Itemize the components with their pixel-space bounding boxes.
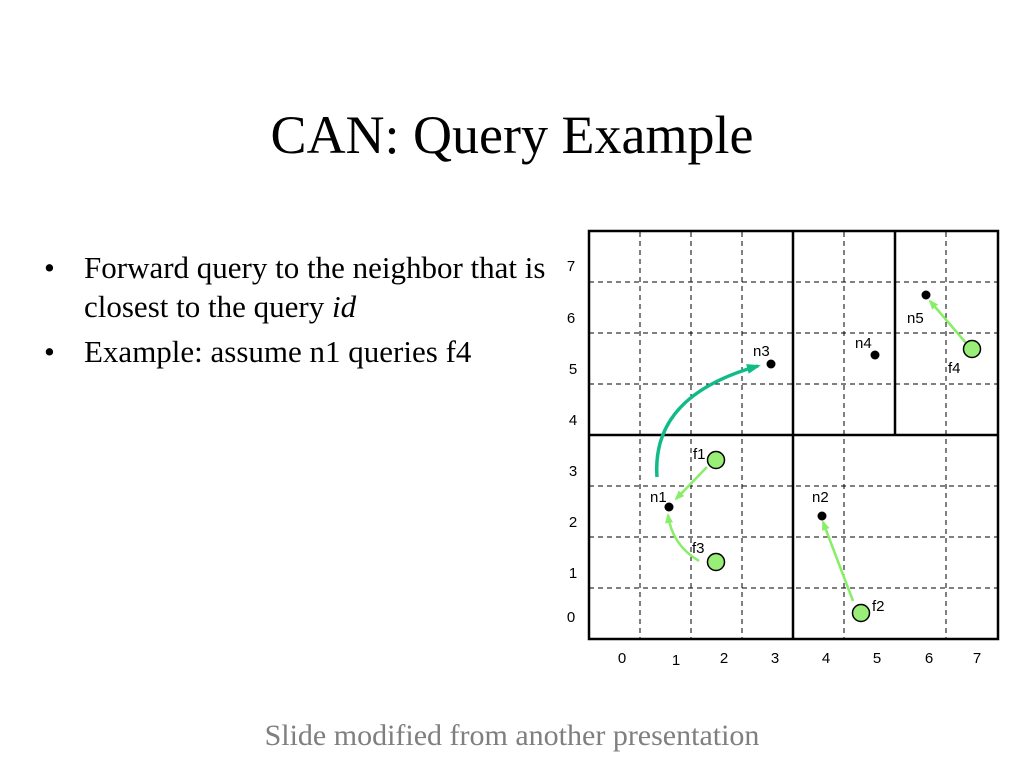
x-tick: 5 — [872, 650, 882, 667]
x-tick: 7 — [972, 650, 982, 667]
node-label: n5 — [907, 310, 924, 327]
slide-title: CAN: Query Example — [270, 105, 754, 165]
node-n4-marker — [871, 351, 880, 360]
node-n3-marker — [767, 360, 776, 369]
node-n5-marker — [922, 291, 931, 300]
y-tick: 3 — [568, 463, 578, 480]
node-label: n4 — [855, 335, 872, 352]
node-n2-marker — [818, 512, 827, 521]
x-tick: 4 — [821, 650, 831, 667]
x-tick: 6 — [924, 650, 934, 667]
y-tick: 0 — [566, 609, 576, 626]
y-axis-ticks — [567, 258, 577, 626]
bullet-text: Forward query to the neighbor that is closest to the query — [84, 250, 546, 324]
file-f4-marker — [964, 341, 981, 358]
x-tick: 2 — [719, 650, 729, 667]
slide-footer: Slide modified from another presentation — [264, 719, 760, 752]
y-tick: 5 — [568, 361, 578, 378]
x-axis-ticks — [618, 650, 981, 669]
file-label: f2 — [872, 598, 885, 615]
bullet-icon: • — [44, 250, 55, 285]
node-label: n2 — [812, 489, 829, 506]
y-tick: 7 — [566, 258, 576, 275]
x-tick: 1 — [671, 652, 681, 669]
file-label: f4 — [948, 360, 961, 377]
y-tick: 6 — [566, 310, 576, 327]
file-label: f1 — [693, 446, 706, 463]
node-label: n3 — [753, 343, 770, 360]
bullet-emphasis: id — [331, 289, 357, 324]
y-tick: 4 — [568, 412, 578, 429]
file-arrow-f2 — [823, 522, 853, 601]
file-f3-marker — [708, 554, 725, 571]
y-tick: 1 — [568, 565, 578, 582]
file-arrow-f4 — [930, 301, 966, 343]
file-label: f3 — [692, 540, 705, 557]
diagram-labels — [650, 310, 961, 615]
zone-boundaries — [589, 231, 998, 639]
x-tick: 0 — [617, 650, 627, 667]
x-tick: 3 — [770, 650, 780, 667]
file-f2-marker — [853, 605, 870, 622]
y-tick: 2 — [568, 514, 578, 531]
bullet-icon: • — [44, 334, 55, 369]
bullet-text: Example: assume n1 queries f4 — [84, 334, 472, 369]
node-label: n1 — [650, 489, 667, 506]
file-f1-marker — [708, 452, 725, 469]
